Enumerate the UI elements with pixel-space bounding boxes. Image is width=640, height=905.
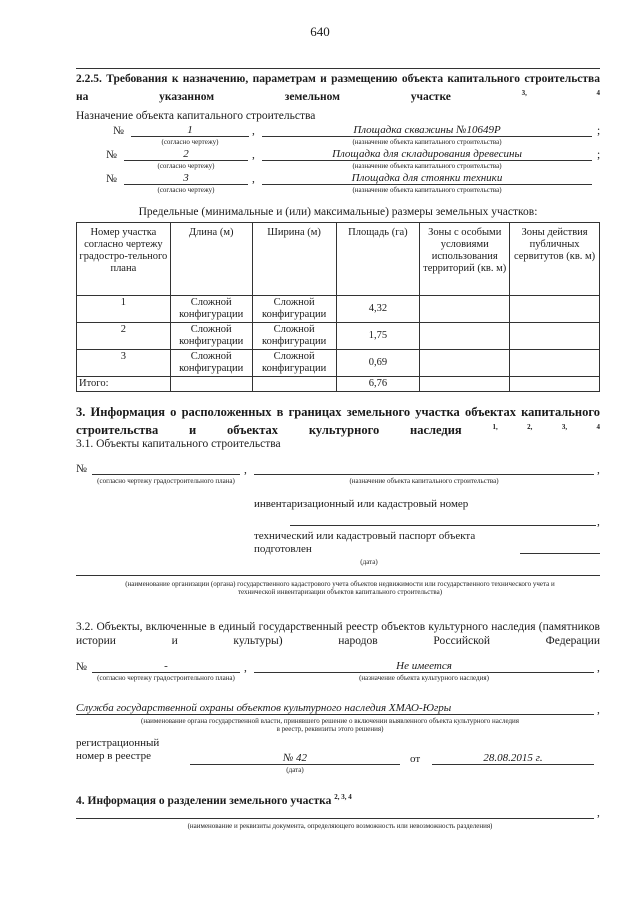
passport-label: технический или кадастровый паспорт объекта подготовлен — [254, 530, 476, 555]
land-plot-size-table — [76, 222, 600, 392]
hint-object: (назначение объекта капитального строительства) — [352, 138, 502, 146]
table-total-row — [77, 377, 600, 392]
comma: , — [597, 662, 600, 674]
cell-servitudes — [510, 377, 600, 392]
table-row — [77, 296, 600, 323]
semicolon: ; — [597, 125, 601, 137]
from-label: от — [410, 753, 421, 765]
hint-object: (назначение объекта капитального строительства) — [349, 477, 499, 485]
cell-width: Сложной конфигурации — [252, 350, 336, 377]
section-3-1-heading: 3.1. Объекты капитального строительства — [76, 438, 281, 450]
object-number: 1 — [131, 124, 249, 137]
hint-division: (наименование и реквизиты документа, определяющего возможность или невозможность разделения) — [187, 822, 493, 830]
reg-number: № 42 — [190, 752, 400, 765]
cell-area: 1,75 — [336, 323, 420, 350]
total-label: Итого: — [77, 377, 171, 392]
cell-number: 3 — [77, 350, 171, 377]
cell-width: Сложной конфигурации — [252, 323, 336, 350]
hint-org: (наименование организации (органа) государственного кадастрового учета объектов недвижимости или государственного технического учета и технической инвентаризации объектов капитального строительства) — [125, 580, 555, 596]
authority-value: Служба государственной охраны объектов культурного наследия ХМАО-Югры — [76, 702, 594, 715]
reg-date: 28.08.2015 г. — [432, 752, 594, 765]
comma: , — [597, 704, 600, 716]
cell-area: 0,69 — [336, 350, 420, 377]
no-sign: № — [106, 149, 117, 161]
section-3-2-heading: 3.2. Объекты, включенные в единый государственный реестр объектов культурного наследия (памятников истории и культуры) народов Российской Федерации — [76, 621, 600, 647]
heritage-number: - — [92, 660, 240, 673]
hint-drawing: (согласно чертежу) — [161, 138, 219, 146]
hint-heritage: (назначение объекта культурного наследия) — [359, 674, 489, 682]
comma: , — [252, 125, 255, 137]
cell-zones — [420, 323, 510, 350]
object-purpose: Площадка для стоянки техники — [262, 172, 592, 185]
hint-date: (дата) — [360, 558, 378, 566]
cell-width — [252, 377, 336, 392]
column-header: Зоны действия публичных сервитутов (кв. м) — [510, 223, 600, 296]
comma: , — [244, 464, 247, 476]
purpose-label: Назначение объекта капитального строительства — [76, 110, 316, 122]
column-header: Номер участка согласно чертежу градостро-тельного плана — [77, 223, 171, 296]
cell-zones — [420, 377, 510, 392]
object-purpose: Площадка скважины №10649Р — [262, 124, 592, 137]
column-header: Зоны с особыми условиями использования территорий (кв. м) — [420, 223, 510, 296]
cell-servitudes — [510, 350, 600, 377]
cell-length: Сложной конфигурации — [170, 323, 252, 350]
comma: , — [597, 807, 600, 819]
hint-object: (назначение объекта капитального строительства) — [352, 186, 502, 194]
page-number: 640 — [310, 24, 330, 39]
object-number-field — [92, 462, 240, 475]
cell-length — [170, 377, 252, 392]
comma: , — [244, 662, 247, 674]
heritage-purpose: Не имеется — [254, 660, 594, 673]
column-header: Ширина (м) — [252, 223, 336, 296]
cell-number: 1 — [77, 296, 171, 323]
object-number: 2 — [124, 148, 248, 161]
no-sign: № — [106, 173, 117, 185]
reg-label: регистрационный номер в реестре — [76, 737, 160, 762]
hint-object: (назначение объекта капитального строительства) — [352, 162, 502, 170]
hint-authority: (наименование органа государственной власти, принявшего решение о включении выявленного объекта культурного наследия в реестр, реквизиты этого решения) — [141, 717, 519, 733]
no-sign: № — [76, 463, 87, 475]
object-number: 3 — [124, 172, 248, 185]
cell-servitudes — [510, 296, 600, 323]
no-sign: № — [113, 125, 124, 137]
comma: , — [252, 173, 255, 185]
hint-drawing: (согласно чертежу) — [157, 186, 215, 194]
object-purpose: Площадка для складирования древесины — [262, 148, 592, 161]
hint-drawing: (согласно чертежу) — [157, 162, 215, 170]
comma: , — [597, 516, 600, 528]
cell-length: Сложной конфигурации — [170, 296, 252, 323]
section-2-2-5-heading: 2.2.5. Требования к назначению, параметрам и размещению объекта капитального строительства на указанном земельном участке $^{3, 4}$ — [76, 73, 601, 103]
semicolon: ; — [597, 149, 601, 161]
column-header: Площадь (га) — [336, 223, 420, 296]
top-rule — [76, 68, 600, 69]
passport-date-field — [520, 542, 600, 554]
cell-width: Сложной конфигурации — [252, 296, 336, 323]
cell-zones — [420, 296, 510, 323]
hint-plan: (согласно чертежу градостроительного плана) — [97, 477, 235, 485]
no-sign: № — [76, 661, 87, 673]
section-4-heading: 4. Информация о разделении земельного участка $^{2, 3, 4}$ — [76, 793, 352, 807]
table-header-row — [77, 223, 600, 296]
org-line — [76, 575, 600, 576]
comma: , — [252, 149, 255, 161]
table-row — [77, 350, 600, 377]
hint-date: (дата) — [286, 766, 304, 774]
hint-plan: (согласно чертежу градостроительного плана) — [97, 674, 235, 682]
cell-servitudes — [510, 323, 600, 350]
inventory-label: инвентаризационный или кадастровый номер — [254, 498, 469, 510]
inventory-number-field — [290, 514, 596, 526]
cell-length: Сложной конфигурации — [170, 350, 252, 377]
section-4-line — [76, 818, 594, 819]
column-header: Длина (м) — [170, 223, 252, 296]
cell-area: 4,32 — [336, 296, 420, 323]
comma: , — [597, 464, 600, 476]
cell-zones — [420, 350, 510, 377]
table-caption: Предельные (минимальные и (или) максимальные) размеры земельных участков: — [138, 206, 538, 218]
cell-number: 2 — [77, 323, 171, 350]
section-3-heading: 3. Информация о расположенных в границах земельного участка объектах капитального строительства и объектах культурного наследия $^{1, 2, 3, 4}$ — [76, 405, 600, 438]
object-purpose-field — [254, 462, 594, 475]
total-area: 6,76 — [336, 377, 420, 392]
table-row — [77, 323, 600, 350]
